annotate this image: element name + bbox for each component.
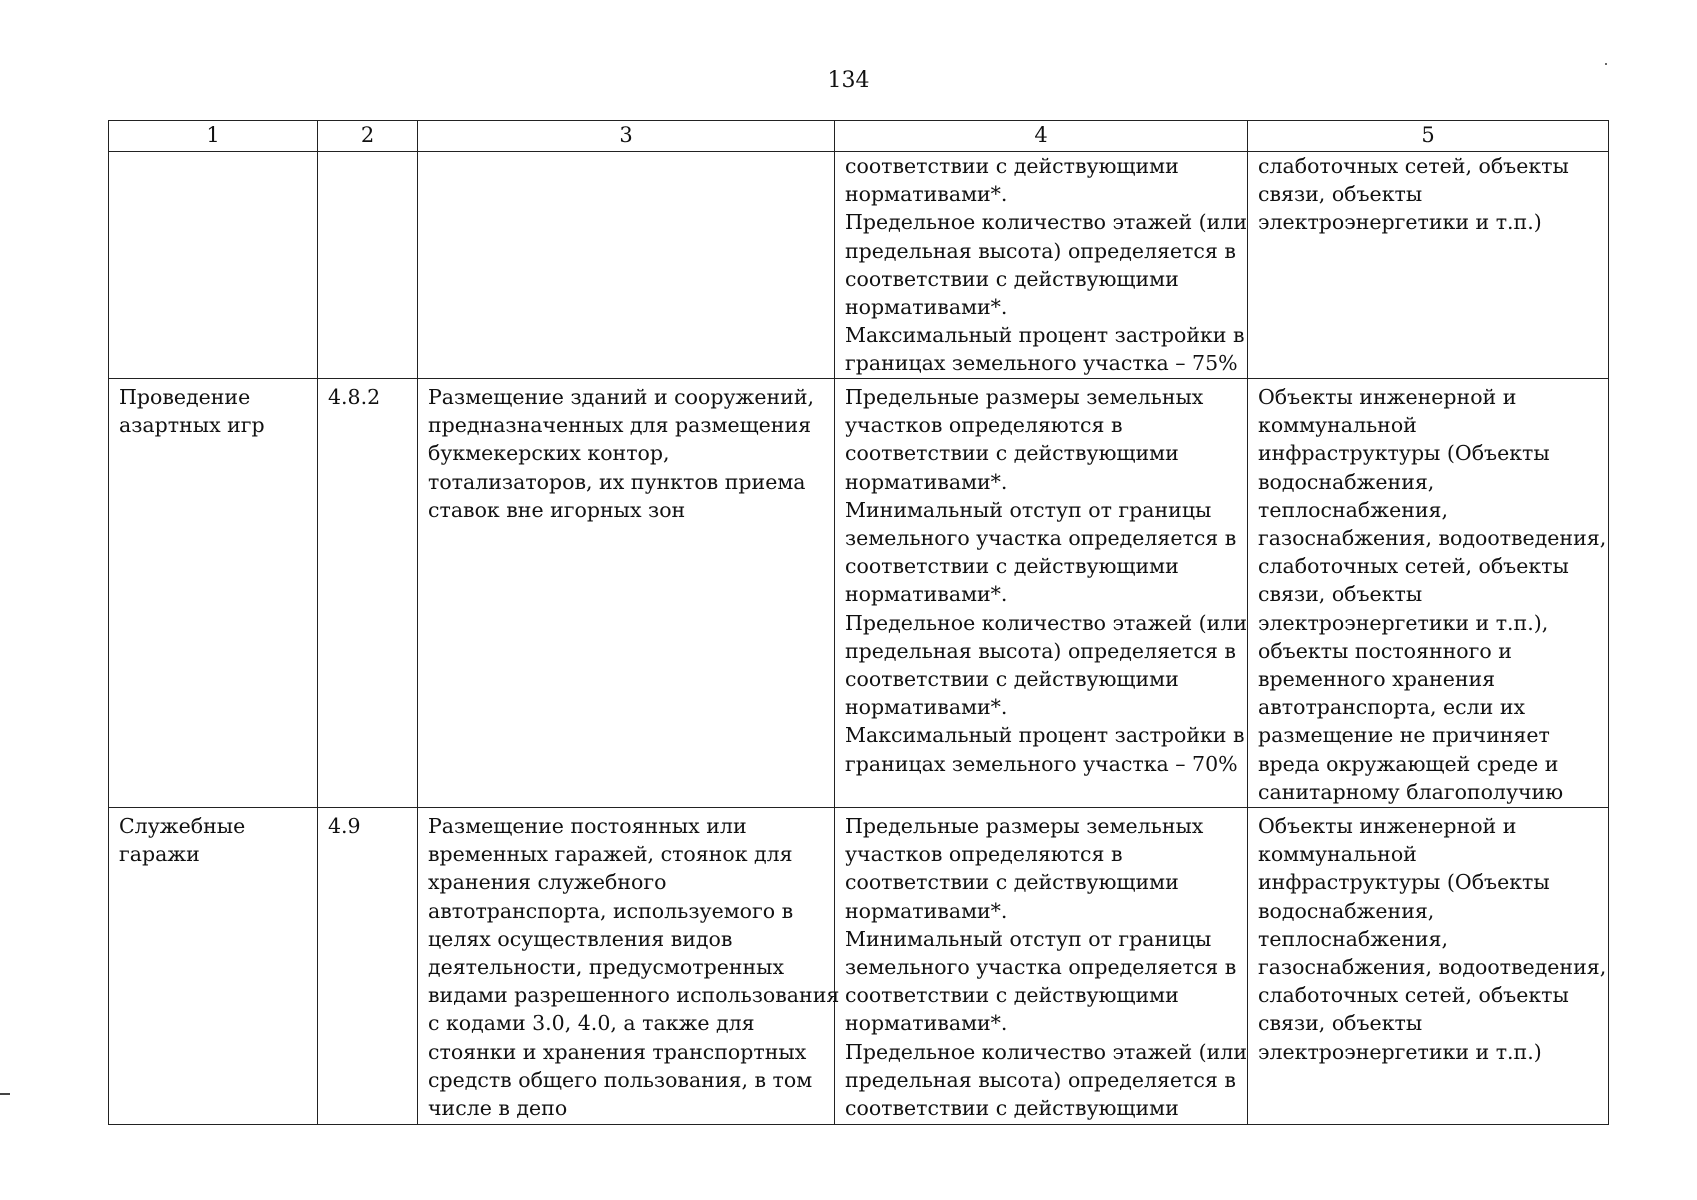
header-col-4: 4 <box>835 121 1248 152</box>
text-line: Предельное количество этажей (или <box>845 610 1248 635</box>
text-line: соответствии с действующими <box>845 154 1179 178</box>
text-line: гаражи <box>119 842 200 867</box>
text-line: предельная высота) определяется в <box>845 638 1236 663</box>
text-line: газоснабжения, водоотведения, <box>1258 526 1607 551</box>
auxiliary-uses-cell <box>1248 808 1609 1125</box>
use-description-cell <box>418 808 840 1125</box>
text-line: слаботочных сетей, объекты <box>1258 554 1569 579</box>
use-name-cell <box>109 379 318 808</box>
text-line: соответствии с действующими <box>845 1096 1179 1121</box>
text-line: участков определяются в <box>845 842 1123 867</box>
text-line: 4.8.2 <box>328 385 381 409</box>
text-line: участков определяются в <box>845 413 1123 438</box>
text-line: коммунальной <box>1258 842 1417 867</box>
text-line: связи, объекты <box>1258 582 1423 607</box>
text-line: автотранспорта, используемого в <box>428 898 794 923</box>
table-row <box>109 152 1609 379</box>
header-col-2: 2 <box>318 121 418 152</box>
text-line: соответствии с действующими <box>845 667 1179 692</box>
text-line: электроэнергетики и т.п.) <box>1258 1039 1542 1064</box>
text-line: нормативами*. <box>845 898 1008 923</box>
text-line: Предельные размеры земельных <box>845 814 1204 838</box>
text-line: нормативами*. <box>845 695 1008 720</box>
text-line: водоснабжения, <box>1258 898 1435 923</box>
text-line: санитарному благополучию <box>1258 779 1564 804</box>
text-line: числе в депо <box>428 1096 568 1121</box>
scan-speck <box>1605 63 1607 65</box>
text-line: Предельное количество этажей (или <box>845 1039 1248 1064</box>
text-line: средств общего пользования, в том <box>428 1067 813 1092</box>
text-line: соответствии с действующими <box>845 870 1179 895</box>
text-line: электроэнергетики и т.п.), <box>1258 610 1549 635</box>
text-line: Предельные размеры земельных <box>845 385 1204 409</box>
table-row <box>109 379 1609 808</box>
text-line: автотранспорта, если их <box>1258 695 1526 720</box>
text-line: с кодами 3.0, 4.0, а также для <box>428 1011 755 1036</box>
header-col-3: 3 <box>418 121 835 152</box>
text-line: букмекерских контор, <box>428 441 670 466</box>
text-line: размещение не причиняет <box>1258 723 1550 748</box>
use-description-cell <box>418 379 835 808</box>
text-line: земельного участка определяется в <box>845 955 1237 980</box>
text-line: Минимальный отступ от границы <box>845 497 1212 522</box>
text-line: 4.9 <box>328 814 361 838</box>
text-line: временных гаражей, стоянок для <box>428 842 793 867</box>
text-line: Минимальный отступ от границы <box>845 926 1212 951</box>
text-line: слаботочных сетей, объекты <box>1258 154 1569 178</box>
parameters-cell <box>835 379 1248 808</box>
use-name-cell <box>109 152 318 379</box>
text-line: слаботочных сетей, объекты <box>1258 983 1569 1008</box>
page-number: 134 <box>827 68 870 93</box>
use-name-cell <box>109 808 318 1125</box>
text-line: электроэнергетики и т.п.) <box>1258 210 1542 235</box>
text-line: Размещение зданий и сооружений, <box>428 385 814 409</box>
text-line: земельного участка определяется в <box>845 526 1237 551</box>
text-line: целях осуществления видов <box>428 926 733 951</box>
text-line: ставок вне игорных зон <box>428 497 686 522</box>
text-line: Объекты инженерной и <box>1258 385 1517 409</box>
text-line: связи, объекты <box>1258 182 1423 207</box>
text-line: предназначенных для размещения <box>428 413 812 438</box>
header-row <box>109 121 1609 152</box>
text-line: Служебные <box>119 814 246 838</box>
text-line: газоснабжения, водоотведения, <box>1258 955 1607 980</box>
text-line: Проведение <box>119 385 251 409</box>
parameters-cell <box>835 152 1248 379</box>
text-line: соответствии с действующими <box>845 266 1179 291</box>
text-line: Объекты инженерной и <box>1258 814 1517 838</box>
use-code-cell <box>318 152 418 379</box>
text-line: нормативами*. <box>845 295 1008 320</box>
text-line: тотализаторов, их пунктов приема <box>428 469 806 494</box>
text-line: временного хранения <box>1258 667 1496 692</box>
header-col-5: 5 <box>1248 121 1609 152</box>
parameters-cell <box>835 808 1248 1125</box>
text-line: связи, объекты <box>1258 1011 1423 1036</box>
text-line: Предельное количество этажей (или <box>845 210 1248 235</box>
land-use-table <box>108 120 1609 1125</box>
text-line: стоянки и хранения транспортных <box>428 1039 807 1064</box>
table-row <box>109 808 1609 1125</box>
text-line: теплоснабжения, <box>1258 497 1448 522</box>
text-line: предельная высота) определяется в <box>845 1067 1236 1092</box>
text-line: нормативами*. <box>845 582 1008 607</box>
auxiliary-uses-cell <box>1248 152 1609 379</box>
text-line: объекты постоянного и <box>1258 638 1512 663</box>
text-line: соответствии с действующими <box>845 554 1179 579</box>
use-code-cell <box>318 379 418 808</box>
auxiliary-uses-cell <box>1248 379 1609 808</box>
text-line: теплоснабжения, <box>1258 926 1448 951</box>
text-line: инфраструктуры (Объекты <box>1258 441 1550 466</box>
text-line: вреда окружающей среде и <box>1258 751 1559 776</box>
text-line: границах земельного участка – 70% <box>845 751 1238 776</box>
text-line: видами разрешенного использования <box>428 983 840 1008</box>
text-line: Максимальный процент застройки в <box>845 323 1245 348</box>
text-line: хранения служебного <box>428 870 667 895</box>
text-line: границах земельного участка – 75% <box>845 351 1238 376</box>
scan-edge-mark <box>0 1093 10 1095</box>
text-line: водоснабжения, <box>1258 469 1435 494</box>
text-line: соответствии с действующими <box>845 983 1179 1008</box>
text-line: Размещение постоянных или <box>428 814 747 838</box>
text-line: нормативами*. <box>845 1011 1008 1036</box>
header-col-1: 1 <box>109 121 318 152</box>
text-line: коммунальной <box>1258 413 1417 438</box>
text-line: азартных игр <box>119 413 265 438</box>
text-line: нормативами*. <box>845 182 1008 207</box>
text-line: инфраструктуры (Объекты <box>1258 870 1550 895</box>
use-code-cell <box>318 808 418 1125</box>
text-line: соответствии с действующими <box>845 441 1179 466</box>
text-line: Максимальный процент застройки в <box>845 723 1245 748</box>
text-line: предельная высота) определяется в <box>845 238 1236 263</box>
use-description-cell <box>418 152 835 379</box>
text-line: нормативами*. <box>845 469 1008 494</box>
text-line: деятельности, предусмотренных <box>428 955 785 980</box>
